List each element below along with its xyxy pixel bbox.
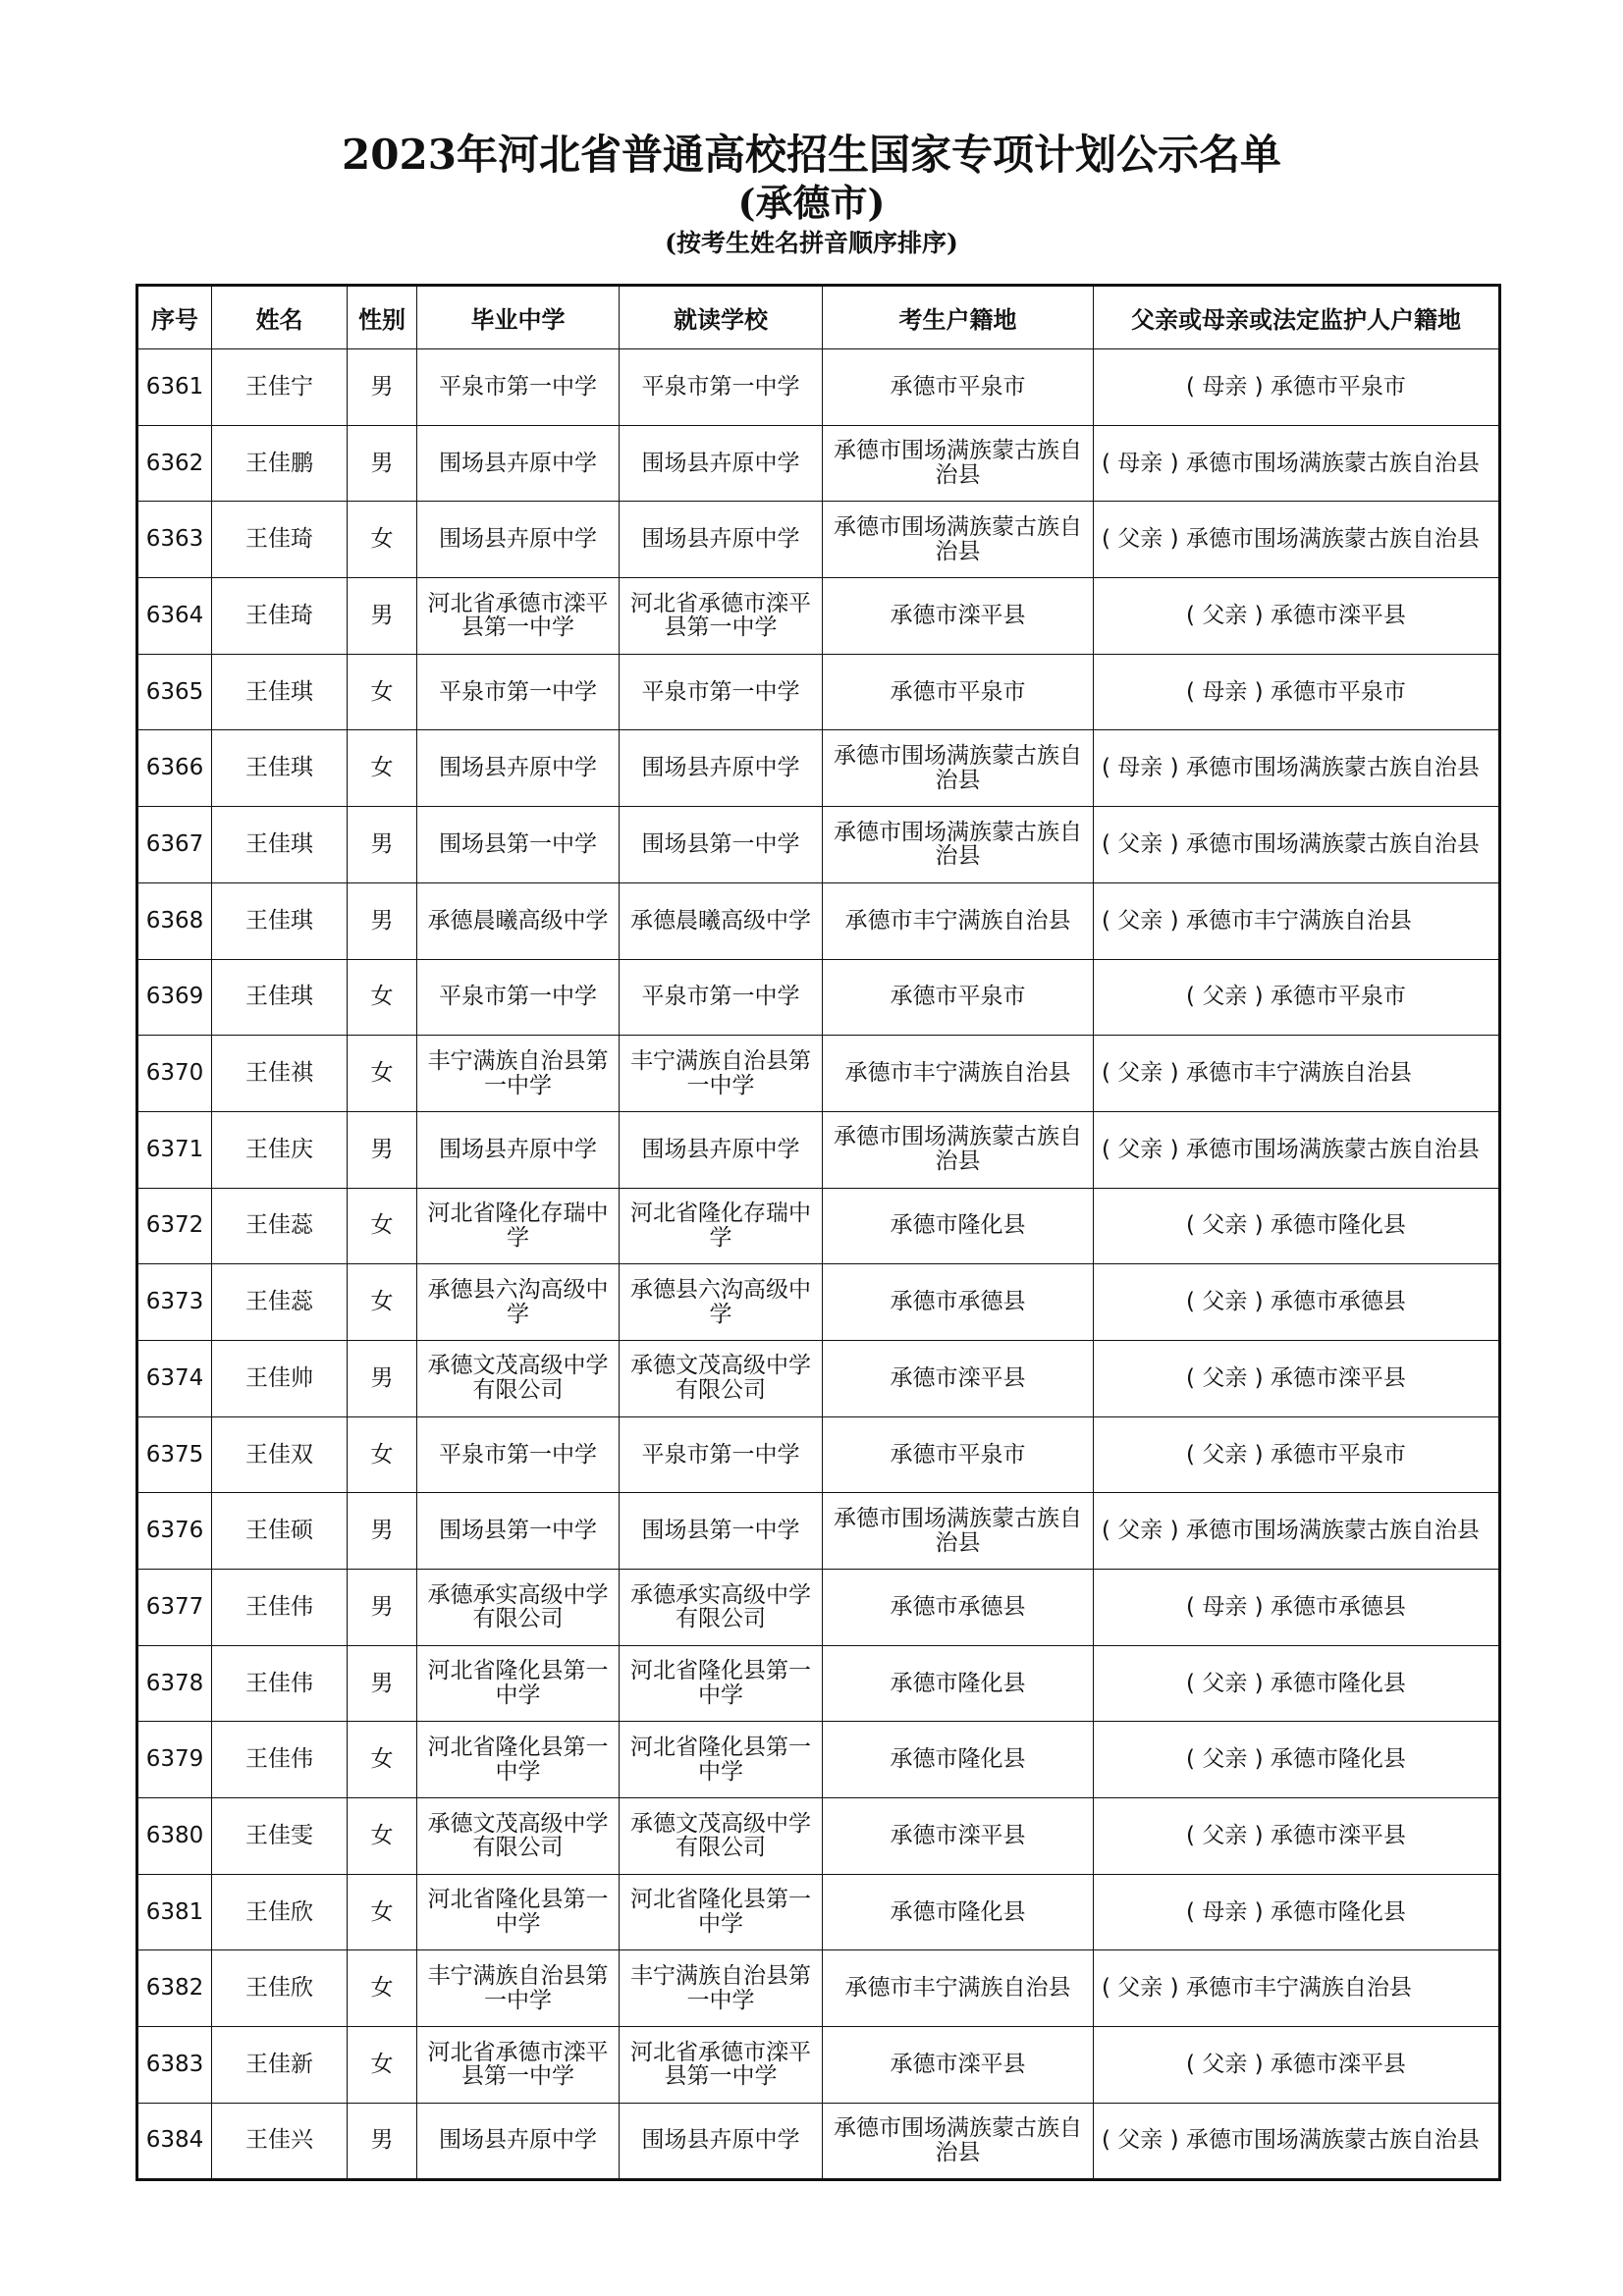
roster-body xyxy=(137,349,1500,2180)
gender: 女 xyxy=(348,1874,417,1950)
current-school: 河北省隆化存瑞中学 xyxy=(620,1188,823,1264)
serial-number: 6375 xyxy=(137,1416,212,1493)
table-row xyxy=(137,1874,1500,1950)
gender: 男 xyxy=(348,578,417,655)
student-hukou: 承德市滦平县 xyxy=(823,1798,1094,1875)
graduated-school: 平泉市第一中学 xyxy=(417,654,620,730)
guardian-hukou: ( 父亲 ) 承德市滦平县 xyxy=(1094,2027,1500,2104)
gender: 男 xyxy=(348,2103,417,2179)
table-row xyxy=(137,502,1500,578)
gender: 女 xyxy=(348,1798,417,1875)
guardian-hukou: ( 父亲 ) 承德市滦平县 xyxy=(1094,1798,1500,1875)
serial-number: 6367 xyxy=(137,807,212,883)
current-school: 围场县第一中学 xyxy=(620,1493,823,1570)
current-school: 承德晨曦高级中学 xyxy=(620,882,823,959)
guardian-hukou: ( 父亲 ) 承德市围场满族蒙古族自治县 xyxy=(1094,807,1500,883)
gender: 男 xyxy=(348,1340,417,1416)
document-subtitle: (承德市) xyxy=(737,181,886,225)
serial-number: 6363 xyxy=(137,502,212,578)
guardian-hukou: ( 母亲 ) 承德市隆化县 xyxy=(1094,1874,1500,1950)
current-school: 河北省承德市滦平县第一中学 xyxy=(620,578,823,655)
gender: 女 xyxy=(348,1950,417,2027)
graduated-school: 承德县六沟高级中学 xyxy=(417,1264,620,1341)
guardian-hukou: ( 父亲 ) 承德市隆化县 xyxy=(1094,1722,1500,1798)
guardian-hukou: ( 母亲 ) 承德市平泉市 xyxy=(1094,349,1500,426)
graduated-school: 河北省隆化县第一中学 xyxy=(417,1874,620,1950)
table-row xyxy=(137,1645,1500,1722)
student-hukou: 承德市平泉市 xyxy=(823,654,1094,730)
student-name: 王佳帅 xyxy=(212,1340,348,1416)
graduated-school: 围场县卉原中学 xyxy=(417,502,620,578)
serial-number: 6383 xyxy=(137,2027,212,2104)
guardian-hukou: ( 父亲 ) 承德市滦平县 xyxy=(1094,1340,1500,1416)
student-hukou: 承德市围场满族蒙古族自治县 xyxy=(823,425,1094,502)
table-row xyxy=(137,654,1500,730)
gender: 男 xyxy=(348,1570,417,1646)
table-row xyxy=(137,730,1500,807)
guardian-hukou: ( 父亲 ) 承德市丰宁满族自治县 xyxy=(1094,1950,1500,2027)
student-name: 王佳新 xyxy=(212,2027,348,2104)
graduated-school: 河北省隆化县第一中学 xyxy=(417,1645,620,1722)
gender: 女 xyxy=(348,730,417,807)
current-school: 河北省隆化县第一中学 xyxy=(620,1874,823,1950)
serial-number: 6382 xyxy=(137,1950,212,2027)
student-hukou: 承德市围场满族蒙古族自治县 xyxy=(823,1111,1094,1188)
student-hukou: 承德市围场满族蒙古族自治县 xyxy=(823,1493,1094,1570)
graduated-school: 丰宁满族自治县第一中学 xyxy=(417,1036,620,1112)
graduated-school: 围场县卉原中学 xyxy=(417,425,620,502)
document-title: 2023年河北省普通高校招生国家专项计划公示名单 xyxy=(342,131,1281,179)
gender: 男 xyxy=(348,1493,417,1570)
graduated-school: 河北省承德市滦平县第一中学 xyxy=(417,578,620,655)
gender: 男 xyxy=(348,1645,417,1722)
graduated-school: 承德文茂高级中学有限公司 xyxy=(417,1798,620,1875)
student-name: 王佳琪 xyxy=(212,730,348,807)
student-hukou: 承德市围场满族蒙古族自治县 xyxy=(823,730,1094,807)
serial-number: 6379 xyxy=(137,1722,212,1798)
student-hukou: 承德市隆化县 xyxy=(823,1722,1094,1798)
table-row xyxy=(137,1798,1500,1875)
student-name: 王佳伟 xyxy=(212,1645,348,1722)
serial-number: 6364 xyxy=(137,578,212,655)
gender: 女 xyxy=(348,1036,417,1112)
student-hukou: 承德市滦平县 xyxy=(823,2027,1094,2104)
student-hukou: 承德市平泉市 xyxy=(823,959,1094,1036)
current-school: 围场县卉原中学 xyxy=(620,502,823,578)
guardian-hukou: ( 父亲 ) 承德市围场满族蒙古族自治县 xyxy=(1094,1111,1500,1188)
guardian-hukou: ( 父亲 ) 承德市丰宁满族自治县 xyxy=(1094,1036,1500,1112)
guardian-hukou: ( 母亲 ) 承德市承德县 xyxy=(1094,1570,1500,1646)
student-name: 王佳琦 xyxy=(212,502,348,578)
table-row xyxy=(137,1188,1500,1264)
guardian-hukou: ( 母亲 ) 承德市围场满族蒙古族自治县 xyxy=(1094,730,1500,807)
serial-number: 6371 xyxy=(137,1111,212,1188)
student-hukou: 承德市隆化县 xyxy=(823,1188,1094,1264)
table-row xyxy=(137,1340,1500,1416)
student-hukou: 承德市平泉市 xyxy=(823,1416,1094,1493)
guardian-hukou: ( 母亲 ) 承德市平泉市 xyxy=(1094,654,1500,730)
current-school: 河北省隆化县第一中学 xyxy=(620,1722,823,1798)
student-hukou: 承德市承德县 xyxy=(823,1264,1094,1341)
gender: 男 xyxy=(348,349,417,426)
table-row xyxy=(137,425,1500,502)
student-name: 王佳伟 xyxy=(212,1570,348,1646)
student-name: 王佳硕 xyxy=(212,1493,348,1570)
serial-number: 6369 xyxy=(137,959,212,1036)
student-hukou: 承德市丰宁满族自治县 xyxy=(823,1950,1094,2027)
serial-number: 6384 xyxy=(137,2103,212,2179)
col-header-student-hukou: 考生户籍地 xyxy=(823,286,1094,349)
current-school: 平泉市第一中学 xyxy=(620,959,823,1036)
current-school: 平泉市第一中学 xyxy=(620,1416,823,1493)
student-name: 王佳琪 xyxy=(212,882,348,959)
table-row xyxy=(137,882,1500,959)
current-school: 平泉市第一中学 xyxy=(620,654,823,730)
current-school: 承德承实高级中学有限公司 xyxy=(620,1570,823,1646)
gender: 女 xyxy=(348,1264,417,1341)
graduated-school: 丰宁满族自治县第一中学 xyxy=(417,1950,620,2027)
guardian-hukou: ( 父亲 ) 承德市隆化县 xyxy=(1094,1645,1500,1722)
gender: 男 xyxy=(348,882,417,959)
student-name: 王佳双 xyxy=(212,1416,348,1493)
guardian-hukou: ( 父亲 ) 承德市滦平县 xyxy=(1094,578,1500,655)
student-name: 王佳宁 xyxy=(212,349,348,426)
student-name: 王佳兴 xyxy=(212,2103,348,2179)
sort-note: (按考生姓名拼音顺序排序) xyxy=(665,229,958,257)
student-hukou: 承德市平泉市 xyxy=(823,349,1094,426)
roster-table xyxy=(135,284,1501,2181)
serial-number: 6372 xyxy=(137,1188,212,1264)
table-row xyxy=(137,1570,1500,1646)
guardian-hukou: ( 父亲 ) 承德市平泉市 xyxy=(1094,959,1500,1036)
guardian-hukou: ( 父亲 ) 承德市隆化县 xyxy=(1094,1188,1500,1264)
student-hukou: 承德市隆化县 xyxy=(823,1874,1094,1950)
table-row xyxy=(137,1264,1500,1341)
current-school: 承德县六沟高级中学 xyxy=(620,1264,823,1341)
student-name: 王佳琪 xyxy=(212,654,348,730)
serial-number: 6366 xyxy=(137,730,212,807)
current-school: 丰宁满族自治县第一中学 xyxy=(620,1036,823,1112)
graduated-school: 承德晨曦高级中学 xyxy=(417,882,620,959)
guardian-hukou: ( 母亲 ) 承德市围场满族蒙古族自治县 xyxy=(1094,425,1500,502)
graduated-school: 承德承实高级中学有限公司 xyxy=(417,1570,620,1646)
table-row xyxy=(137,807,1500,883)
table-row xyxy=(137,1493,1500,1570)
graduated-school: 河北省隆化县第一中学 xyxy=(417,1722,620,1798)
student-hukou: 承德市围场满族蒙古族自治县 xyxy=(823,2103,1094,2179)
student-name: 王佳琪 xyxy=(212,807,348,883)
student-name: 王佳琪 xyxy=(212,959,348,1036)
current-school: 承德文茂高级中学有限公司 xyxy=(620,1340,823,1416)
current-school: 承德文茂高级中学有限公司 xyxy=(620,1798,823,1875)
table-row xyxy=(137,2027,1500,2104)
student-hukou: 承德市丰宁满族自治县 xyxy=(823,1036,1094,1112)
serial-number: 6381 xyxy=(137,1874,212,1950)
student-hukou: 承德市丰宁满族自治县 xyxy=(823,882,1094,959)
col-header-current-school: 就读学校 xyxy=(620,286,823,349)
guardian-hukou: ( 父亲 ) 承德市丰宁满族自治县 xyxy=(1094,882,1500,959)
student-name: 王佳祺 xyxy=(212,1036,348,1112)
student-name: 王佳蕊 xyxy=(212,1264,348,1341)
graduated-school: 平泉市第一中学 xyxy=(417,349,620,426)
serial-number: 6377 xyxy=(137,1570,212,1646)
table-row xyxy=(137,1722,1500,1798)
graduated-school: 河北省隆化存瑞中学 xyxy=(417,1188,620,1264)
student-name: 王佳庆 xyxy=(212,1111,348,1188)
serial-number: 6378 xyxy=(137,1645,212,1722)
graduated-school: 围场县卉原中学 xyxy=(417,1111,620,1188)
serial-number: 6370 xyxy=(137,1036,212,1112)
gender: 女 xyxy=(348,2027,417,2104)
gender: 女 xyxy=(348,959,417,1036)
student-name: 王佳欣 xyxy=(212,1874,348,1950)
student-name: 王佳欣 xyxy=(212,1950,348,2027)
gender: 女 xyxy=(348,1416,417,1493)
current-school: 围场县卉原中学 xyxy=(620,2103,823,2179)
current-school: 围场县卉原中学 xyxy=(620,425,823,502)
serial-number: 6362 xyxy=(137,425,212,502)
col-header-guardian-hukou: 父亲或母亲或法定监护人户籍地 xyxy=(1094,286,1500,349)
table-row xyxy=(137,1950,1500,2027)
serial-number: 6368 xyxy=(137,882,212,959)
student-name: 王佳鹏 xyxy=(212,425,348,502)
graduated-school: 围场县第一中学 xyxy=(417,807,620,883)
current-school: 河北省隆化县第一中学 xyxy=(620,1645,823,1722)
gender: 女 xyxy=(348,654,417,730)
gender: 男 xyxy=(348,807,417,883)
table-row xyxy=(137,1416,1500,1493)
student-name: 王佳琦 xyxy=(212,578,348,655)
table-row xyxy=(137,2103,1500,2179)
graduated-school: 平泉市第一中学 xyxy=(417,959,620,1036)
gender: 男 xyxy=(348,1111,417,1188)
table-row xyxy=(137,959,1500,1036)
current-school: 河北省承德市滦平县第一中学 xyxy=(620,2027,823,2104)
gender: 女 xyxy=(348,1722,417,1798)
serial-number: 6373 xyxy=(137,1264,212,1341)
guardian-hukou: ( 父亲 ) 承德市承德县 xyxy=(1094,1264,1500,1341)
gender: 女 xyxy=(348,1188,417,1264)
graduated-school: 承德文茂高级中学有限公司 xyxy=(417,1340,620,1416)
serial-number: 6380 xyxy=(137,1798,212,1875)
graduated-school: 围场县卉原中学 xyxy=(417,2103,620,2179)
header-row xyxy=(137,286,1500,349)
student-hukou: 承德市围场满族蒙古族自治县 xyxy=(823,502,1094,578)
serial-number: 6376 xyxy=(137,1493,212,1570)
student-name: 王佳伟 xyxy=(212,1722,348,1798)
gender: 女 xyxy=(348,502,417,578)
student-hukou: 承德市围场满族蒙古族自治县 xyxy=(823,807,1094,883)
serial-number: 6374 xyxy=(137,1340,212,1416)
student-hukou: 承德市承德县 xyxy=(823,1570,1094,1646)
current-school: 平泉市第一中学 xyxy=(620,349,823,426)
col-header-name: 姓名 xyxy=(212,286,348,349)
guardian-hukou: ( 父亲 ) 承德市围场满族蒙古族自治县 xyxy=(1094,2103,1500,2179)
table-row xyxy=(137,1111,1500,1188)
serial-number: 6365 xyxy=(137,654,212,730)
table-row xyxy=(137,1036,1500,1112)
col-header-serial: 序号 xyxy=(137,286,212,349)
current-school: 丰宁满族自治县第一中学 xyxy=(620,1950,823,2027)
guardian-hukou: ( 父亲 ) 承德市平泉市 xyxy=(1094,1416,1500,1493)
col-header-gender: 性别 xyxy=(348,286,417,349)
current-school: 围场县第一中学 xyxy=(620,807,823,883)
current-school: 围场县卉原中学 xyxy=(620,730,823,807)
graduated-school: 围场县卉原中学 xyxy=(417,730,620,807)
student-hukou: 承德市滦平县 xyxy=(823,578,1094,655)
col-header-graduated-school: 毕业中学 xyxy=(417,286,620,349)
student-hukou: 承德市滦平县 xyxy=(823,1340,1094,1416)
serial-number: 6361 xyxy=(137,349,212,426)
graduated-school: 河北省承德市滦平县第一中学 xyxy=(417,2027,620,2104)
guardian-hukou: ( 父亲 ) 承德市围场满族蒙古族自治县 xyxy=(1094,502,1500,578)
table-row xyxy=(137,578,1500,655)
table-row xyxy=(137,349,1500,426)
guardian-hukou: ( 父亲 ) 承德市围场满族蒙古族自治县 xyxy=(1094,1493,1500,1570)
gender: 男 xyxy=(348,425,417,502)
student-name: 王佳蕊 xyxy=(212,1188,348,1264)
graduated-school: 平泉市第一中学 xyxy=(417,1416,620,1493)
graduated-school: 围场县第一中学 xyxy=(417,1493,620,1570)
student-name: 王佳雯 xyxy=(212,1798,348,1875)
current-school: 围场县卉原中学 xyxy=(620,1111,823,1188)
student-hukou: 承德市隆化县 xyxy=(823,1645,1094,1722)
